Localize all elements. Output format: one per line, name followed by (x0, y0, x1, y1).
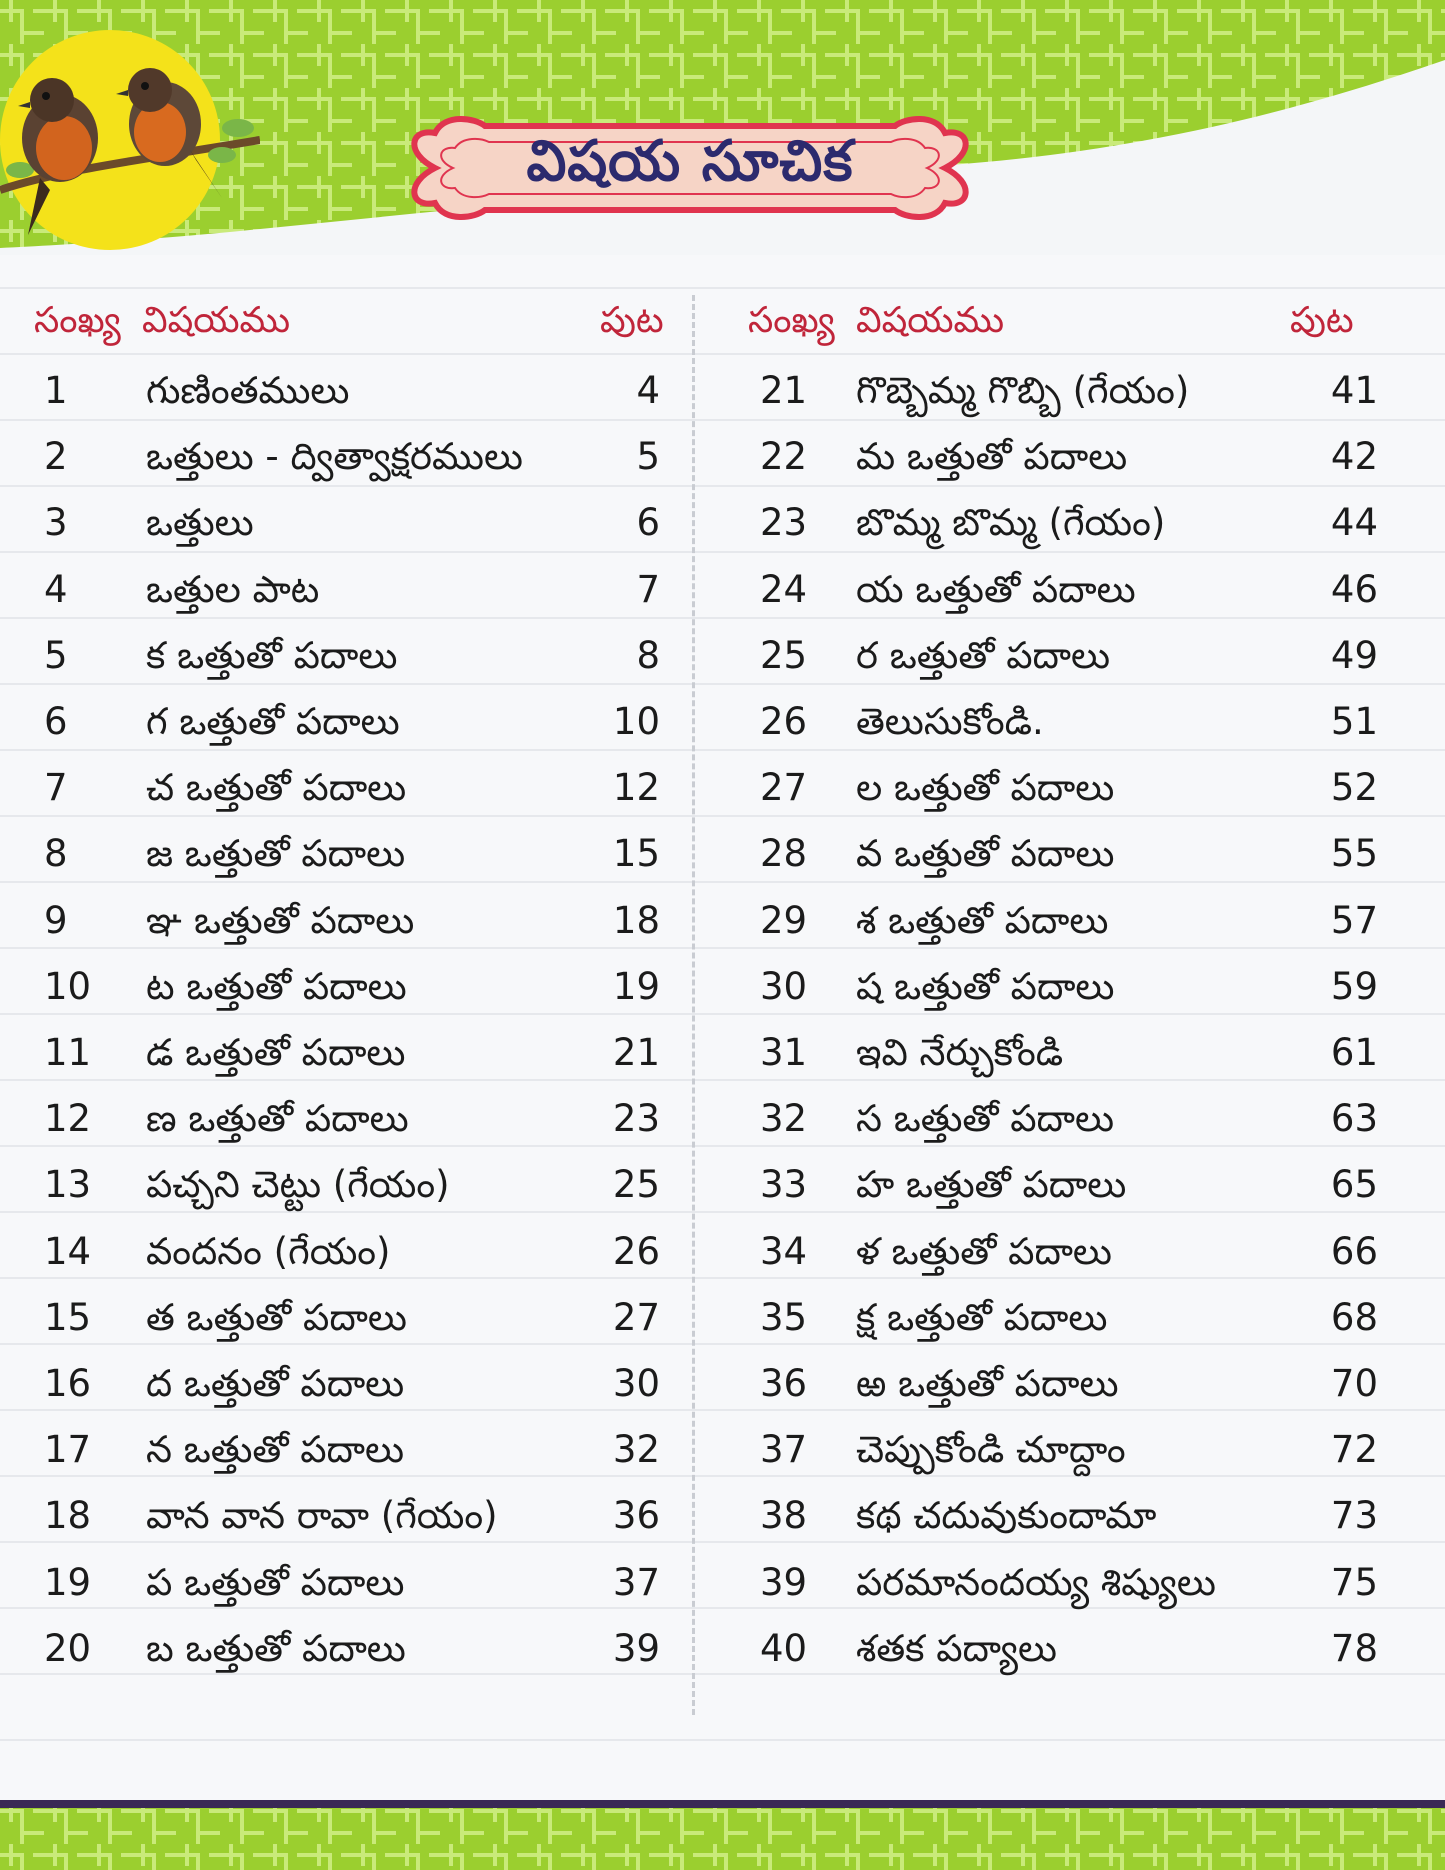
contents-row (0, 755, 1445, 821)
row-page-number: 15 (612, 832, 660, 876)
contents-row (0, 1550, 1445, 1616)
row-number: 36 (760, 1362, 808, 1405)
row-number: 20 (44, 1626, 92, 1670)
row-page-number: 19 (612, 964, 660, 1008)
row-number: 2 (44, 435, 68, 479)
row-page-number: 8 (636, 633, 660, 677)
row-number: 10 (44, 964, 92, 1008)
contents-row (0, 1285, 1445, 1351)
row-number: 15 (44, 1295, 92, 1339)
row-page-number: 7 (636, 567, 660, 611)
row-number: 14 (44, 1229, 92, 1273)
row-topic: న ఒత్తుతో పదాలు (146, 1428, 405, 1472)
row-topic: క్ష ఒత్తుతో పదాలు (856, 1295, 1108, 1339)
row-topic: ఒత్తులు (146, 501, 254, 545)
row-number: 39 (760, 1560, 808, 1604)
row-number: 18 (44, 1494, 92, 1538)
row-page-number: 52 (1330, 766, 1378, 810)
row-number: 23 (760, 501, 808, 545)
right-topic-header: విషయము (856, 300, 1005, 341)
row-number: 29 (760, 898, 808, 942)
row-number: 31 (760, 1031, 808, 1074)
contents-row (0, 689, 1445, 755)
row-topic: జ ఒత్తుతో పదాలు (146, 832, 406, 876)
contents-row (0, 424, 1445, 490)
contents-row (0, 1152, 1445, 1218)
row-number: 38 (760, 1494, 808, 1538)
row-number: 37 (760, 1428, 808, 1472)
row-number: 21 (760, 369, 808, 412)
row-page-number: 49 (1330, 633, 1378, 677)
row-number: 35 (760, 1295, 808, 1339)
row-topic: పరమానందయ్య శిష్యులు (856, 1560, 1216, 1604)
row-number: 40 (760, 1626, 808, 1670)
row-page-number: 70 (1330, 1362, 1378, 1405)
contents-row (0, 623, 1445, 689)
row-number: 17 (44, 1428, 92, 1472)
row-topic: య ఒత్తుతో పదాలు (856, 567, 1136, 611)
row-page-number: 36 (612, 1494, 660, 1538)
row-page-number: 41 (1330, 369, 1378, 412)
row-topic: శతక పద్యాలు (856, 1626, 1057, 1670)
row-page-number: 68 (1330, 1295, 1378, 1339)
row-topic: చెప్పుకోండి చూద్దాం (856, 1428, 1126, 1472)
row-number: 1 (44, 369, 68, 412)
row-topic: చ ఒత్తుతో పదాలు (146, 766, 407, 810)
row-page-number: 6 (636, 501, 660, 545)
row-topic: ష ఒత్తుతో పదాలు (856, 964, 1115, 1008)
row-page-number: 18 (612, 898, 660, 942)
contents-row (0, 1086, 1445, 1152)
row-number: 26 (760, 700, 808, 743)
left-page-header: పుట (600, 300, 664, 341)
row-page-number: 51 (1330, 700, 1378, 743)
row-topic: క ఒత్తుతో పదాలు (146, 633, 398, 677)
row-number: 33 (760, 1163, 808, 1207)
row-page-number: 27 (612, 1295, 660, 1339)
contents-row (0, 557, 1445, 623)
row-number: 12 (44, 1097, 92, 1141)
row-topic: ప ఒత్తుతో పదాలు (146, 1560, 405, 1604)
contents-row (0, 954, 1445, 1020)
row-number: 9 (44, 898, 68, 942)
row-page-number: 65 (1330, 1163, 1378, 1207)
row-topic: ఱ ఒత్తుతో పదాలు (856, 1362, 1119, 1405)
row-page-number: 12 (612, 766, 660, 810)
row-topic: గుణింతములు (146, 369, 350, 412)
row-page-number: 59 (1330, 964, 1378, 1008)
row-page-number: 37 (612, 1560, 660, 1604)
right-page-header: పుట (1290, 300, 1354, 341)
row-topic: బొమ్మ బొమ్మ (గేయం) (856, 501, 1166, 545)
row-topic: త ఒత్తుతో పదాలు (146, 1295, 407, 1339)
birds-illustration (0, 20, 260, 250)
row-number: 27 (760, 766, 808, 810)
row-page-number: 10 (612, 700, 660, 743)
row-page-number: 66 (1330, 1229, 1378, 1273)
row-page-number: 5 (636, 435, 660, 479)
row-number: 16 (44, 1362, 92, 1405)
row-topic: పచ్చని చెట్టు (గేయం) (146, 1163, 450, 1207)
row-topic: ఞ ఒత్తుతో పదాలు (146, 898, 415, 942)
row-page-number: 44 (1330, 501, 1378, 545)
row-page-number: 75 (1330, 1560, 1378, 1604)
row-topic: వాన వాన రావా (గేయం) (146, 1494, 498, 1538)
row-page-number: 63 (1330, 1097, 1378, 1141)
row-number: 32 (760, 1097, 808, 1141)
row-topic: ఒత్తుల పాట (146, 567, 320, 611)
row-page-number: 61 (1330, 1031, 1378, 1074)
row-topic: ళ ఒత్తుతో పదాలు (856, 1229, 1112, 1273)
row-page-number: 25 (612, 1163, 660, 1207)
row-topic: ల ఒత్తుతో పదాలు (856, 766, 1115, 810)
row-page-number: 30 (612, 1362, 660, 1405)
row-topic: తెలుసుకోండి. (856, 700, 1044, 743)
row-topic: మ ఒత్తుతో పదాలు (856, 435, 1128, 479)
row-number: 34 (760, 1229, 808, 1273)
row-topic: వందనం (గేయం) (146, 1229, 391, 1273)
contents-row (0, 1219, 1445, 1285)
row-number: 5 (44, 633, 68, 677)
row-topic: గొబ్బెమ్మ గొబ్బి (గేయం) (856, 369, 1190, 412)
row-page-number: 32 (612, 1428, 660, 1472)
row-number: 8 (44, 832, 68, 876)
contents-row (0, 490, 1445, 556)
row-page-number: 42 (1330, 435, 1378, 479)
contents-row (0, 888, 1445, 954)
page-title: విషయ సూచిక (526, 128, 854, 194)
row-topic: ఇవి నేర్చుకోండి (856, 1031, 1064, 1074)
row-topic: డ ఒత్తుతో పదాలు (146, 1031, 406, 1074)
row-topic: శ ఒత్తుతో పదాలు (856, 898, 1109, 942)
row-topic: ణ ఒత్తుతో పదాలు (146, 1097, 409, 1141)
row-number: 22 (760, 435, 808, 479)
row-page-number: 72 (1330, 1428, 1378, 1472)
row-topic: ర ఒత్తుతో పదాలు (856, 633, 1111, 677)
row-topic: స ఒత్తుతో పదాలు (856, 1097, 1115, 1141)
row-number: 7 (44, 766, 68, 810)
row-topic: వ ఒత్తుతో పదాలు (856, 832, 1115, 876)
row-number: 3 (44, 501, 68, 545)
footer-pattern-band (0, 1800, 1445, 1870)
row-number: 24 (760, 567, 808, 611)
row-page-number: 78 (1330, 1626, 1378, 1670)
row-page-number: 57 (1330, 898, 1378, 942)
row-number: 30 (760, 964, 808, 1008)
row-number: 11 (44, 1031, 92, 1074)
row-topic: కథ చదువుకుందామా (856, 1494, 1157, 1538)
row-number: 28 (760, 832, 808, 876)
row-number: 6 (44, 700, 68, 743)
left-topic-header: విషయము (142, 300, 291, 341)
row-number: 19 (44, 1560, 92, 1604)
row-topic: బ ఒత్తుతో పదాలు (146, 1626, 406, 1670)
row-page-number: 39 (612, 1626, 660, 1670)
row-page-number: 46 (1330, 567, 1378, 611)
row-page-number: 21 (612, 1031, 660, 1074)
row-page-number: 23 (612, 1097, 660, 1141)
row-number: 13 (44, 1163, 92, 1207)
contents-row (0, 1417, 1445, 1483)
contents-row (0, 1020, 1445, 1086)
row-number: 25 (760, 633, 808, 677)
row-page-number: 4 (636, 369, 660, 412)
row-page-number: 73 (1330, 1494, 1378, 1538)
row-page-number: 26 (612, 1229, 660, 1273)
contents-row (0, 821, 1445, 887)
left-number-header: సంఖ్య (34, 300, 121, 341)
right-number-header: సంఖ్య (748, 300, 835, 341)
row-topic: ట ఒత్తుతో పదాలు (146, 964, 407, 1008)
row-topic: గ ఒత్తుతో పదాలు (146, 700, 400, 743)
contents-row (0, 1483, 1445, 1549)
row-topic: ఒత్తులు - ద్విత్వాక్షరములు (146, 435, 523, 479)
contents-row (0, 358, 1445, 424)
row-topic: హ ఒత్తుతో పదాలు (856, 1163, 1127, 1207)
row-topic: ద ఒత్తుతో పదాలు (146, 1362, 405, 1405)
row-number: 4 (44, 567, 68, 611)
contents-row (0, 1616, 1445, 1682)
row-page-number: 55 (1330, 832, 1378, 876)
contents-row (0, 1351, 1445, 1417)
